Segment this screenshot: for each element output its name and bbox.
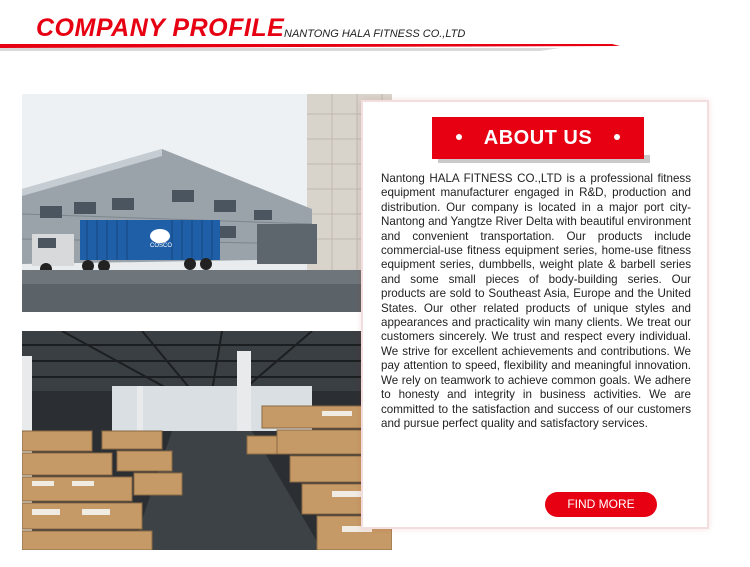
find-more-button[interactable]: FIND MORE: [545, 492, 657, 517]
header-divider: [0, 38, 620, 54]
about-banner: [432, 117, 644, 159]
page-title: COMPANY PROFILE: [36, 14, 285, 42]
page-header: [0, 0, 750, 60]
about-title: ABOUT US: [483, 127, 593, 149]
about-panel: [361, 100, 709, 529]
company-name: NANTONG HALA FITNESS CO.,LTD: [284, 28, 466, 40]
about-description: Nantong HALA FITNESS CO.,LTD is a professional fitness equipment manufacturer engaged in R&D, production and distribution. Our company is located in a major port city-Nantong and Yangtze River Delta with beautiful environment and convenient transportation. Our products include commercial-use fitness equipment series, home-use fitness equipment series, dumbbells, weight plate & barbell series and some small pieces of body-building series. Our products are sold to Southeast Asia, Europe and the United States. Our other related products of unique styles and appearances and practicality win many clients. We treat our customers sincerely. We trust and respect every individual. We strive for excellent achievements and contributions. We pay attention to speed, flexibility and meaningful innovation. We rely on teamwork to achieve common goals. We adhere to honesty and integrity in business activities. We are committed to the satisfaction and success of our customers and pursue perfect quality and satisfactory services.: [381, 172, 691, 430]
bullet-dot-icon: [614, 134, 620, 140]
container-logo-text: COSCO: [150, 243, 173, 249]
factory-photo: [22, 94, 392, 312]
warehouse-photo: [22, 331, 392, 550]
